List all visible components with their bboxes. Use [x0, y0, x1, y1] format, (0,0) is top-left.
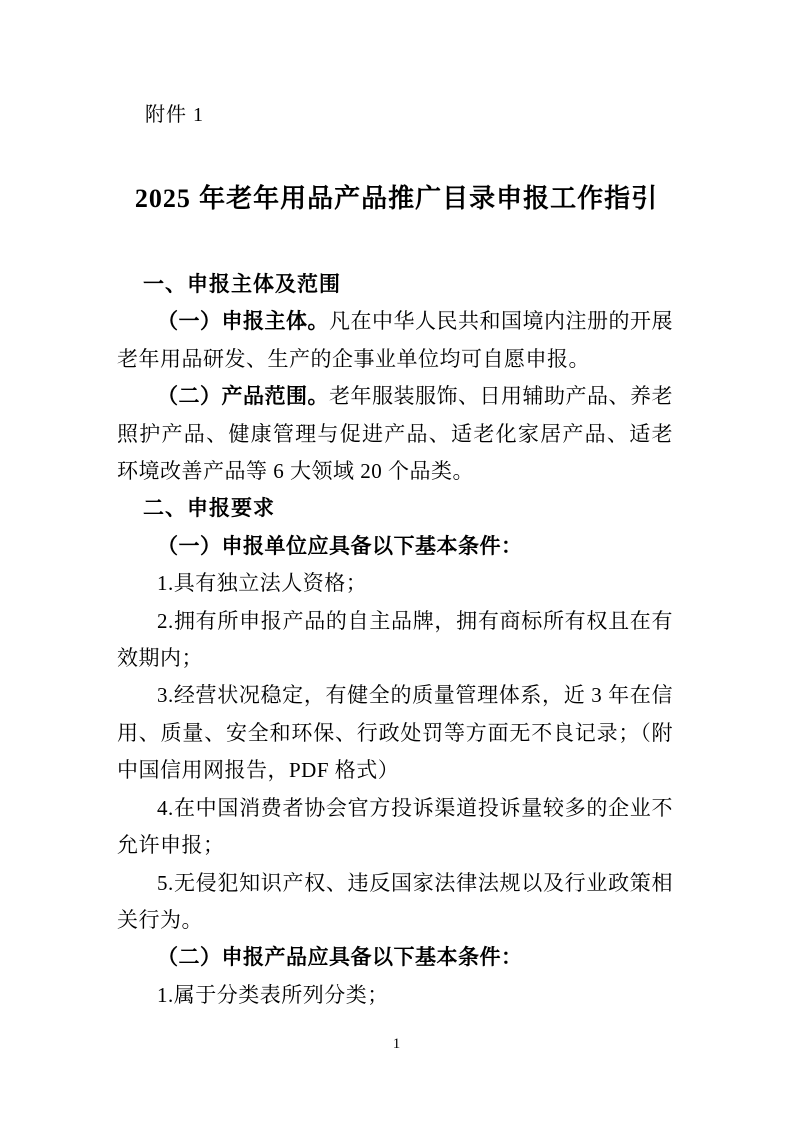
- paragraph-lead: （一）申报主体。: [157, 309, 329, 334]
- paragraph-lead: （二）产品范围。: [157, 384, 329, 409]
- paragraph-lead: （二）申报产品应具备以下基本条件：: [157, 945, 523, 970]
- paragraph-lead: （一）申报单位应具备以下基本条件：: [157, 533, 523, 558]
- attachment-label: 附件 1: [145, 104, 204, 126]
- document-body: [117, 266, 673, 1014]
- document-title-year: 2025: [134, 184, 191, 213]
- section-heading-1: 一、申报主体及范围: [143, 273, 341, 296]
- paragraph-text: 4.在中国消费者协会官方投诉渠道投诉量较多的企业不允许申报；: [117, 795, 673, 858]
- page-number: 1: [392, 1036, 401, 1052]
- paragraph-text: 1.属于分类表所列分类；: [157, 982, 389, 1007]
- paragraph-text: 3.经营状况稳定，有健全的质量管理体系，近 3 年在信用、质量、安全和环保、行政处罚等方面无不良记录；（附中国信用网报告，PDF 格式）: [117, 683, 673, 783]
- paragraph-unit-conditions-heading: [117, 528, 673, 565]
- paragraph-condition-5: [117, 865, 673, 940]
- paragraph-condition-2: [117, 603, 673, 678]
- paragraph-text: 老年服装服饰、日用辅助产品、养老照护产品、健康管理与促进产品、适老化家居产品、适老环境改善产品等 6 大领域 20 个品类。: [117, 384, 673, 484]
- paragraph-condition-3: [117, 677, 673, 789]
- paragraph-product-condition-1: [117, 977, 673, 1014]
- paragraph-condition-1: [117, 565, 673, 602]
- paragraph-text: 1.具有独立法人资格；: [157, 571, 368, 596]
- paragraph-product-conditions-heading: [117, 939, 673, 976]
- document-title-text: 年老年用品产品推广目录申报工作指引: [190, 183, 659, 213]
- paragraph-text: 5.无侵犯知识产权、违反国家法律法规以及行业政策相关行为。: [117, 870, 673, 932]
- section-heading-2: 二、申报要求: [143, 497, 275, 521]
- document-title: [0, 178, 793, 215]
- paragraph-text: 凡在中华人民共和国境内注册的开展老年用品研发、生产的企事业单位均可自愿申报。: [117, 309, 673, 371]
- paragraph-product-scope: [117, 378, 673, 490]
- paragraph-declaration-subject: [117, 303, 673, 378]
- paragraph-condition-4: [117, 790, 673, 865]
- paragraph-text: 2.拥有所申报产品的自主品牌，拥有商标所有权且在有效期内；: [117, 608, 673, 671]
